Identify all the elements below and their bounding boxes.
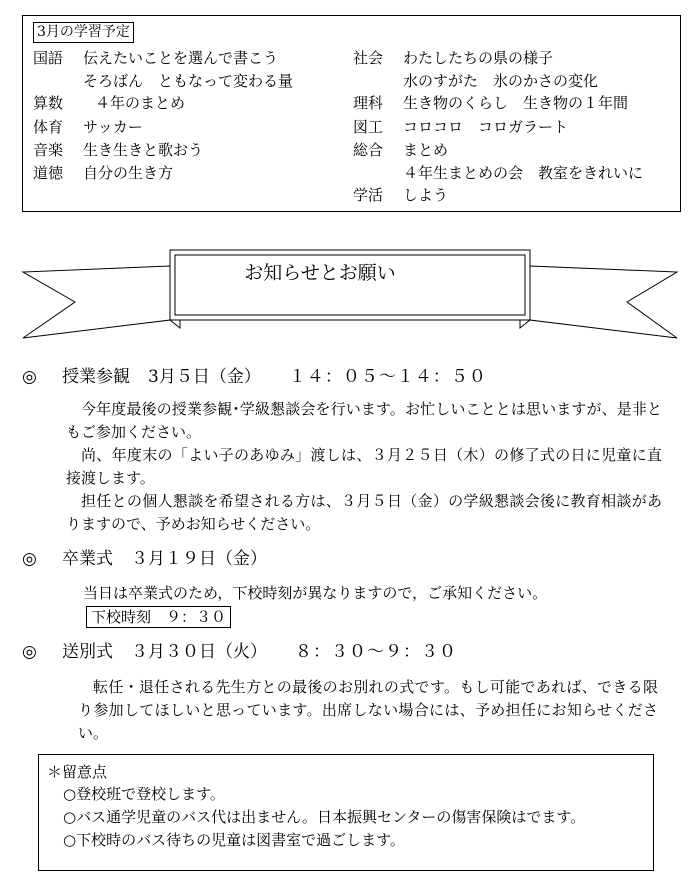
subject-content: コロコロ コロガラート [403,118,569,136]
subject-content: まとめ [403,141,449,159]
open-class-heading [22,365,487,389]
notes-box [38,754,654,871]
open-class-paragraph-2: 尚、年度末の「よい子のあゆみ」渡しは、３月２５日（木）の修了式の日に児童に直接渡します。 [66,446,662,487]
subject-name: 総合 [353,141,384,159]
subject-content: 生き生きと歌おう [83,141,204,159]
subject-name: 学活 [353,186,384,204]
subject-content: そろばん ともなって変わる量 [83,72,294,90]
subject-content: わたしたちの県の様子 [403,49,554,67]
subject-name: 図工 [353,118,384,136]
subject-content: 水のすがた 氷のかさの変化 [403,72,599,90]
subject-content: ４年のまとめ [95,94,186,112]
subject-name: 道徳 [33,164,64,182]
open-class-date: 3月５日（金） [148,367,261,387]
farewell-heading [22,640,457,664]
schedule-row-science [353,70,628,114]
subject-name: 国語 [33,49,64,67]
schedule-row-moral [33,162,173,184]
schedule-row-art [353,116,568,138]
open-class-title: 授業参観 [62,367,130,387]
bullseye-icon: ◎ [22,549,37,569]
bullseye-icon: ◎ [22,642,37,662]
banner-title: お知らせとお願い [244,262,396,284]
bullseye-icon: ◎ [22,367,37,387]
subject-content: サッカー [83,118,143,136]
farewell-paragraph: 転任・退任される先生方との最後のお別れの式です。もし可能であれば、できる限り参加してほしいと思っています。出席しない場合には、予め担任にお知らせください。 [78,678,658,742]
farewell-time: ８：３０～９：３０ [295,642,457,662]
subject-content: ４年生まとめの会 教室をきれいに [403,164,644,182]
note-item: ○登校班で登校します。 [63,785,225,803]
schedule-row-music [33,139,203,161]
schedule-row-japanese [33,47,278,69]
schedule-row-social [353,47,553,69]
schedule-row-pe [33,116,143,138]
graduation-paragraph: 当日は卒業式のため，下校時刻が異なりますので，ご承知ください。 [83,584,548,602]
subject-content: 生き物のくらし 生き物の１年間 [403,94,629,112]
note-item: ○下校時のバス待ちの児童は図書室で過ごします。 [63,831,405,849]
farewell-date: ３月３０日（火） [131,642,267,662]
schedule-row-integrated [353,139,448,161]
subject-content: 伝えたいことを選んで書こう [83,49,279,67]
schedule-title: 3月の学習予定 [33,22,134,43]
open-class-time: １４：０５～１４：５０ [288,367,487,387]
graduation-title: 卒業式 [62,549,113,569]
open-class-paragraph-3: 担任との個人懇談を希望される方は、３月５日（金）の学級懇談会後に教育相談がありますので、予めお知らせください。 [66,492,662,533]
note-item: ○バス通学児童のバス代は出ません。日本振興センターの傷害保険はでます。 [63,808,586,826]
graduation-date: ３月１９日（金） [131,549,267,569]
subject-name: 算数 [33,94,64,112]
subject-name: 理科 [353,94,384,112]
study-schedule-box [22,15,681,212]
subject-name: 社会 [353,49,384,67]
subject-content: しよう [403,186,449,204]
open-class-paragraph-1: 今年度最後の授業参観･学級懇談会を行います。お忙しいこととは思いますが、是非ともご参加ください。 [66,400,662,441]
subject-content: 自分の生き方 [83,164,174,182]
subject-name: 音楽 [33,141,64,159]
dismissal-time-box: 下校時刻 ９：３０ [86,606,231,628]
farewell-title: 送別式 [62,642,113,662]
subject-name: 体育 [33,118,64,136]
graduation-heading [22,547,267,571]
notes-title: ＊留意点 [47,763,108,781]
schedule-row-math [33,70,293,114]
schedule-row-class-activity [353,162,643,206]
